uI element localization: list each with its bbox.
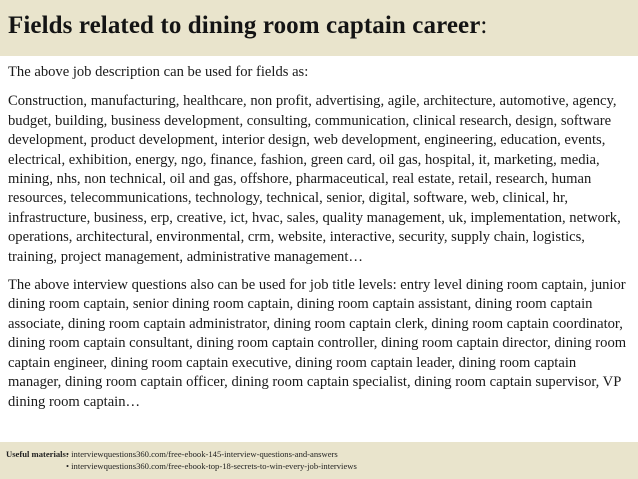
intro-text: The above job description can be used for fields as: — [8, 64, 309, 80]
main-content — [8, 63, 632, 412]
useful-materials-label: Useful materials: — [6, 449, 69, 459]
useful-materials — [6, 448, 638, 472]
page-title-text: Fields related to dining room captain career — [8, 12, 481, 39]
useful-materials-links — [66, 448, 357, 472]
footer-banner — [0, 442, 638, 479]
page-title-colon: : — [480, 12, 488, 39]
ebook-145-questions-link[interactable]: • interviewquestions360.com/free-ebook-145-interview-questions-and-answers — [66, 449, 338, 459]
title-banner — [0, 0, 638, 56]
job-levels-text: The above interview questions also can be used for job title levels: entry level dining room captain, junior dining room captain, senior dining room captain, dining room captain assistant, dining room captain associate, dining room captain administrator, dining room captain clerk, dining room captain coordinator, dining room captain consultant, dining room captain controller, dining room captain director, dining room captain engineer, dining room captain executive, dining room captain leader, dining room captain manager, dining room captain officer, dining room captain specialist, dining room captain supervisor, VP dining room captain… — [8, 277, 627, 410]
page-title — [8, 12, 638, 40]
fields-list-text: Construction, manufacturing, healthcare, non profit, advertising, agile, architecture, automotive, agency, budget, building, business development, consulting, communication, clinical research, design, software development, product development, interior design, web development, engineering, education, events, electrical, exhibition, energy, ngo, finance, fashion, green card, oil gas, hospital, it, marketing, media, mining, nhs, non technical, oil and gas, offshore, pharmaceutical, real estate, retail, research, human resources, telecommunications, technology, technical, senior, digital, software, web, clinical, hr, infrastructure, business, erp, creative, ict, hvac, sales, quality management, uk, implementation, network, operations, architectural, environmental, crm, website, interactive, security, supply chain, logistics, training, project management, administrative management… — [8, 93, 621, 265]
ebook-18-secrets-link[interactable]: • interviewquestions360.com/free-ebook-top-18-secrets-to-win-every-job-interviews — [66, 461, 357, 471]
